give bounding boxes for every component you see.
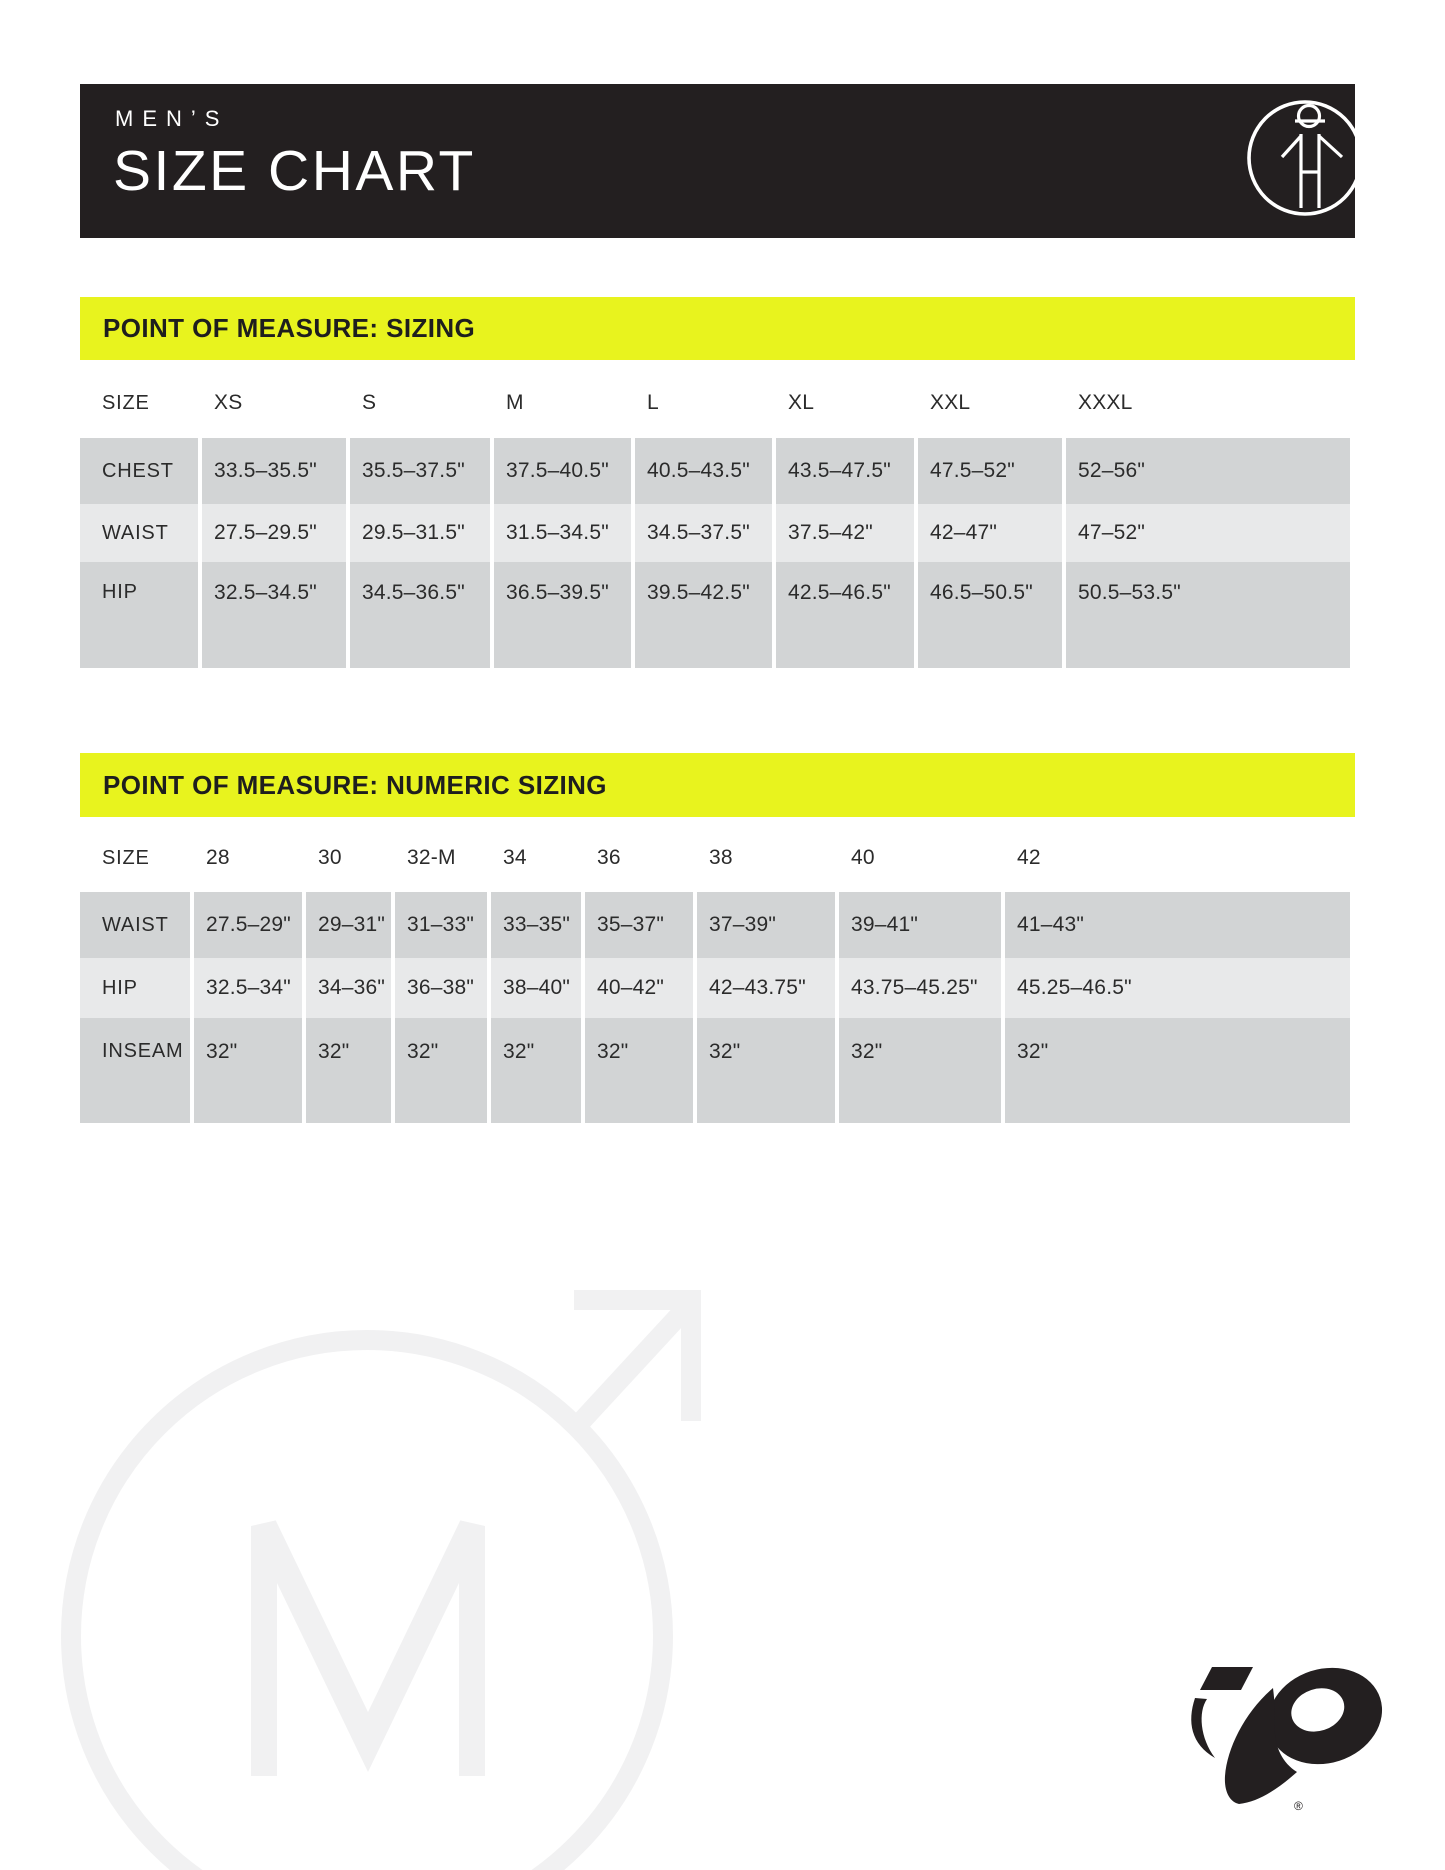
column-header: 40 [851,846,875,869]
header-bar [80,84,1355,238]
row-label: WAIST [80,504,198,562]
row-label: INSEAM [80,1018,190,1123]
table-cell: 34–36" [306,958,391,1018]
table-row-hip [80,562,1350,668]
logo-crescent [1191,1698,1215,1758]
section-heading-sizing: POINT OF MEASURE: SIZING [103,313,476,343]
table-row-waist [80,504,1350,562]
table-cell: 42–43.75" [697,958,835,1018]
numeric-table-header-row [80,838,1350,878]
table-cell: 32" [1005,1018,1350,1123]
table-cell: 32.5–34.5" [202,562,346,668]
column-header: 32-M [407,846,456,869]
table-cell: 37.5–40.5" [494,438,631,504]
column-header: 28 [206,846,230,869]
table-cell: 31.5–34.5" [494,504,631,562]
table-cell: 37.5–42" [776,504,914,562]
table-cell: 32.5–34" [194,958,302,1018]
table-cell: 33.5–35.5" [202,438,346,504]
column-header: SIZE [102,846,150,869]
row-label: HIP [80,562,198,668]
column-header: 42 [1017,846,1041,869]
pearl-izumi-logo [1185,1650,1390,1820]
table-cell: 35–37" [585,892,693,958]
table-cell: 43.5–47.5" [776,438,914,504]
table-cell: 42–47" [918,504,1062,562]
table-cell: 29–31" [306,892,391,958]
table-row-chest [80,438,1350,504]
table-cell: 40.5–43.5" [635,438,772,504]
table-cell: 52–56" [1066,438,1350,504]
column-header: M [506,391,524,414]
logo-dash [1200,1667,1253,1690]
table-cell: 37–39" [697,892,835,958]
person-with-cap-icon [1246,93,1355,229]
table-row-waist-numeric [80,892,1350,958]
table-cell: 32" [839,1018,1001,1123]
table-cell: 34.5–36.5" [350,562,490,668]
table-cell: 33–35" [491,892,581,958]
section-bar-sizing [80,297,1355,360]
column-header: XS [214,391,243,414]
table-cell: 39–41" [839,892,1001,958]
watermark-letter-m [264,1526,472,1776]
table-cell: 32" [395,1018,487,1123]
table-cell: 39.5–42.5" [635,562,772,668]
header-eyebrow: MEN’S [115,106,229,131]
row-label: CHEST [80,438,198,504]
column-header: XXL [930,391,971,414]
table-cell: 32" [194,1018,302,1123]
table-cell: 46.5–50.5" [918,562,1062,668]
table-cell: 29.5–31.5" [350,504,490,562]
table-cell: 47–52" [1066,504,1350,562]
table-cell: 41–43" [1005,892,1350,958]
table-cell: 27.5–29" [194,892,302,958]
column-header: XXXL [1078,391,1133,414]
page-title: SIZE CHART [113,139,476,203]
table-cell: 40–42" [585,958,693,1018]
table-row-hip-numeric [80,958,1350,1018]
sizing-table-header-row [80,383,1350,423]
table-cell: 36.5–39.5" [494,562,631,668]
table-cell: 47.5–52" [918,438,1062,504]
table-cell: 36–38" [395,958,487,1018]
table-cell: 32" [306,1018,391,1123]
column-header: S [362,391,377,414]
table-cell: 31–33" [395,892,487,958]
table-cell: 43.75–45.25" [839,958,1001,1018]
registered-mark: ® [1294,1799,1303,1813]
male-symbol-circle [71,1340,663,1870]
table-cell: 45.25–46.5" [1005,958,1350,1018]
table-cell: 32" [491,1018,581,1123]
section-heading-numeric-sizing: POINT OF MEASURE: NUMERIC SIZING [103,769,607,800]
table-cell: 34.5–37.5" [635,504,772,562]
table-row-inseam [80,1018,1350,1123]
table-cell: 27.5–29.5" [202,504,346,562]
column-header: 34 [503,846,527,869]
column-header: 36 [597,846,621,869]
column-header: XL [788,391,815,414]
table-cell: 35.5–37.5" [350,438,490,504]
column-header: 30 [318,846,342,869]
column-header: SIZE [102,391,150,414]
table-cell: 38–40" [491,958,581,1018]
column-header: 38 [709,846,733,869]
column-header: L [647,391,659,414]
table-cell: 32" [585,1018,693,1123]
section-bar-numeric-sizing [80,753,1355,817]
table-cell: 50.5–53.5" [1066,562,1350,668]
table-cell: 32" [697,1018,835,1123]
table-cell: 42.5–46.5" [776,562,914,668]
row-label: WAIST [80,892,190,958]
row-label: HIP [80,958,190,1018]
